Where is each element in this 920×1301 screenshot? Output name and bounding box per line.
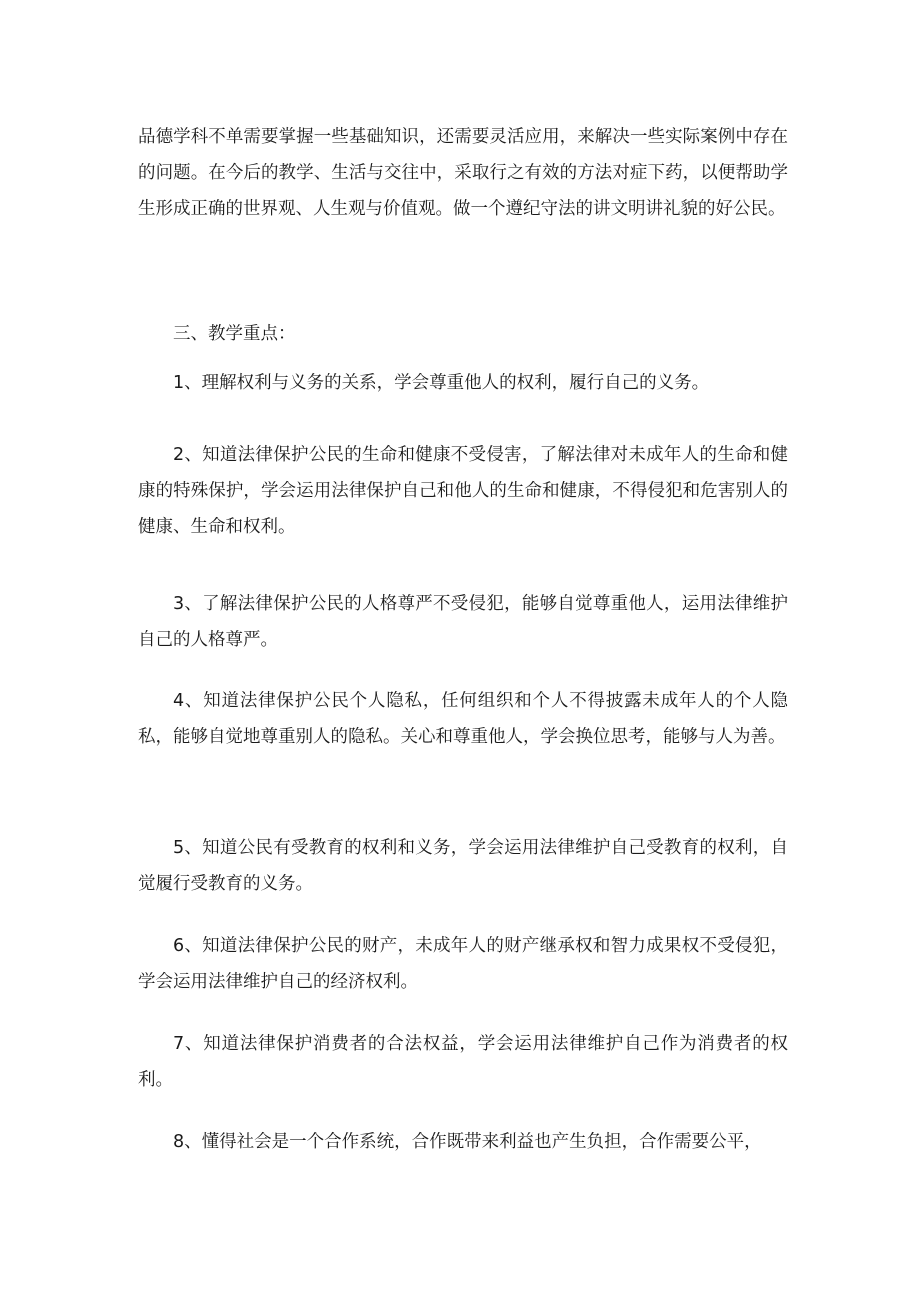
focus-item-7: 7、知道法律保护消费者的合法权益，学会运用法律维护自己作为消费者的权利。 (138, 1034, 788, 1090)
focus-item-2: 2、知道法律保护公民的生命和健康不受侵害，了解法律对未成年人的生命和健康的特殊保护，学会运用法律保护自己和他人的生命和健康，不得侵犯和危害别人的健康、生命和权利。 (138, 445, 788, 537)
focus-item-6: 6、知道法律保护公民的财产，未成年人的财产继承权和智力成果权不受侵犯，学会运用法律维护自己的经济权利。 (138, 936, 788, 992)
focus-item-5: 5、知道公民有受教育的权利和义务，学会运用法律维护自己受教育的权利，自觉履行受教育的义务。 (138, 838, 788, 894)
focus-item-4: 4、知道法律保护公民个人隐私，任何组织和个人不得披露未成年人的个人隐私，能够自觉地尊重别人的隐私。关心和尊重他人，学会换位思考，能够与人为善。 (138, 691, 788, 747)
focus-item-8: 8、懂得社会是一个合作系统，合作既带来利益也产生负担，合作需要公平， (173, 1132, 762, 1152)
focus-item-1: 1、理解权利与义务的关系，学会尊重他人的权利，履行自己的义务。 (173, 373, 710, 393)
intro-paragraph: 品德学科不单需要掌握一些基础知识，还需要灵活应用，来解决一些实际案例中存在的问题。在今后的教学、生活与交往中，采取行之有效的方法对症下药，以便帮助学生形成正确的世界观、人生观与价值观。做一个遵纪守法的讲文明讲礼貌的好公民。 (138, 127, 788, 219)
focus-item-3: 3、了解法律保护公民的人格尊严不受侵犯，能够自觉尊重他人，运用法律维护自己的人格尊严。 (138, 594, 788, 650)
section-heading-teaching-focus: 三、教学重点： (173, 324, 296, 344)
